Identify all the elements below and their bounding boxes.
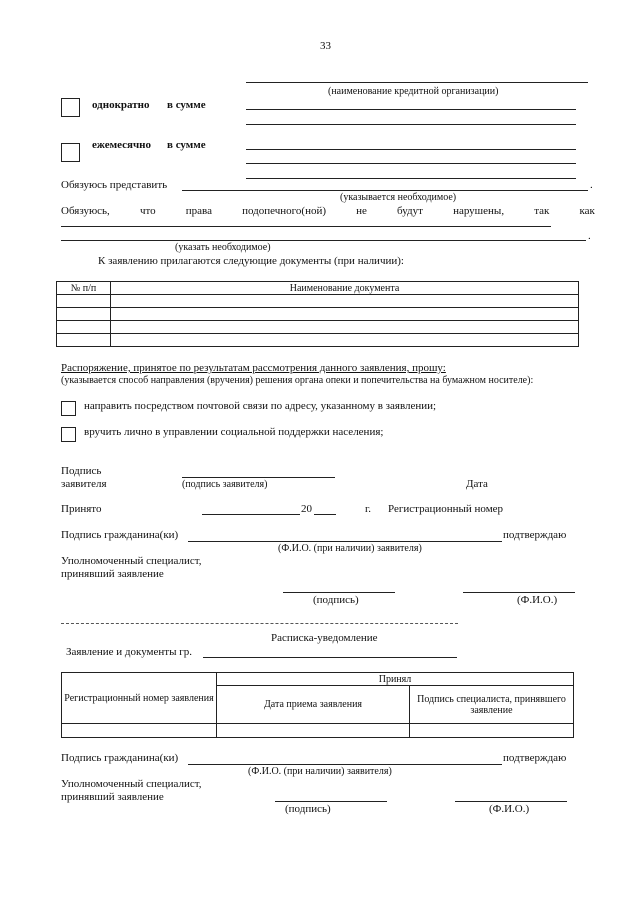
- receipt-docs-from: Заявление и документы гр.: [66, 646, 192, 658]
- citizen-signature2-label: Подпись гражданина(ки): [61, 752, 179, 764]
- monthly-checkbox[interactable]: [61, 143, 80, 162]
- accepted-year-line: [314, 514, 336, 515]
- specialist-line2: принявший заявление: [61, 568, 164, 580]
- once-label: однократно: [92, 99, 150, 111]
- receipt-date-header: Дата приема заявления: [217, 686, 410, 724]
- col-num-header: № п/п: [57, 282, 111, 295]
- confirm-label: подтверждаю: [503, 529, 567, 541]
- citizen-signature2-caption: (Ф.И.О. (при наличии) заявителя): [248, 766, 392, 777]
- table-row[interactable]: [57, 334, 579, 347]
- once-checkbox[interactable]: [61, 98, 80, 117]
- obligation1-caption: (указывается необходимое): [340, 192, 457, 203]
- person-checkbox[interactable]: [61, 427, 76, 442]
- date-label: Дата: [466, 478, 488, 490]
- col-name-header: Наименование документа: [111, 282, 579, 295]
- specialist2-fio-caption: (Ф.И.О.): [489, 803, 530, 815]
- documents-table: [56, 281, 579, 347]
- receipt-name-line: [203, 657, 457, 658]
- credit-org-line: [246, 82, 588, 83]
- confirm2-label: подтверждаю: [503, 752, 567, 764]
- specialist2-line1: Уполномоченный специалист,: [61, 778, 202, 790]
- receipt-reg-header: Регистрационный номер заявления: [62, 673, 217, 724]
- option-mail: направить посредством почтовой связи по адресу, указанному в заявлении;: [84, 400, 437, 412]
- specialist-signature-line: [283, 592, 395, 593]
- decision-note: (указывается способ направления (вручения) решения органа опеки и попечительства на бумажном носителе):: [61, 375, 534, 386]
- attachments-intro: К заявлению прилагаются следующие документы (при наличии):: [98, 255, 404, 267]
- receipt-accepted-header: Принял: [217, 673, 574, 686]
- specialist-line1: Уполномоченный специалист,: [61, 555, 202, 567]
- monthly-sum-line-3: [246, 178, 576, 179]
- cut-line: [61, 623, 458, 624]
- once-sum-line-2: [246, 124, 576, 125]
- reg-number-label: Регистрационный номер: [388, 503, 504, 515]
- obligation1-text: Обязуюсь представить: [61, 179, 168, 191]
- table-row[interactable]: [57, 321, 579, 334]
- accepted-date-line: [202, 514, 300, 515]
- monthly-sum-line-1: [246, 149, 576, 150]
- obligation2-caption: (указать необходимое): [175, 242, 271, 253]
- specialist-fio-caption: (Ф.И.О.): [517, 594, 558, 606]
- table-row[interactable]: [57, 295, 579, 308]
- obligation2-text: Обязуюсь, что права подопечного(ной) не будут нарушены, так как: [61, 205, 595, 217]
- decision-heading: Распоряжение, принятое по результатам рассмотрения данного заявления, прошу:: [61, 362, 446, 374]
- receipt-title: Расписка-уведомление: [271, 632, 378, 644]
- citizen-signature-caption: (Ф.И.О. (при наличии) заявителя): [278, 543, 422, 554]
- table-row[interactable]: [62, 724, 574, 738]
- specialist2-fio-line: [455, 801, 567, 802]
- accepted-year-prefix: 20: [301, 503, 312, 515]
- citizen-signature-label: Подпись гражданина(ки): [61, 529, 179, 541]
- citizen-signature2-line: [188, 764, 502, 765]
- specialist-signature-caption: (подпись): [313, 594, 359, 606]
- applicant-signature-caption: (подпись заявителя): [182, 479, 268, 490]
- receipt-signature-header: Подпись специалиста, принявшего заявление: [410, 686, 574, 724]
- credit-org-caption: (наименование кредитной организации): [328, 86, 499, 97]
- monthly-sum-label: в сумме: [167, 139, 206, 151]
- specialist2-signature-line: [275, 801, 387, 802]
- receipt-table: [61, 672, 574, 738]
- specialist2-signature-caption: (подпись): [285, 803, 331, 815]
- applicant-signature-line: [182, 477, 335, 478]
- signature-label-1: Подпись: [61, 465, 102, 477]
- signature-label-2: заявителя: [61, 478, 107, 490]
- citizen-signature-line: [188, 541, 502, 542]
- monthly-label: ежемесячно: [92, 139, 151, 151]
- once-sum-label: в сумме: [167, 99, 206, 111]
- specialist2-line2: принявший заявление: [61, 791, 164, 803]
- obligation1-line: [182, 190, 588, 191]
- obligation2-line-2: [61, 240, 586, 241]
- mail-checkbox[interactable]: [61, 401, 76, 416]
- once-sum-line-1: [246, 109, 576, 110]
- monthly-sum-line-2: [246, 163, 576, 164]
- accepted-year-suffix: г.: [365, 503, 372, 515]
- obligation2-line-1: [61, 226, 551, 227]
- specialist-fio-line: [463, 592, 575, 593]
- accepted-label: Принято: [61, 503, 102, 515]
- page-number: 33: [320, 40, 331, 52]
- option-person: вручить лично в управлении социальной поддержки населения;: [84, 426, 384, 438]
- table-row[interactable]: [57, 308, 579, 321]
